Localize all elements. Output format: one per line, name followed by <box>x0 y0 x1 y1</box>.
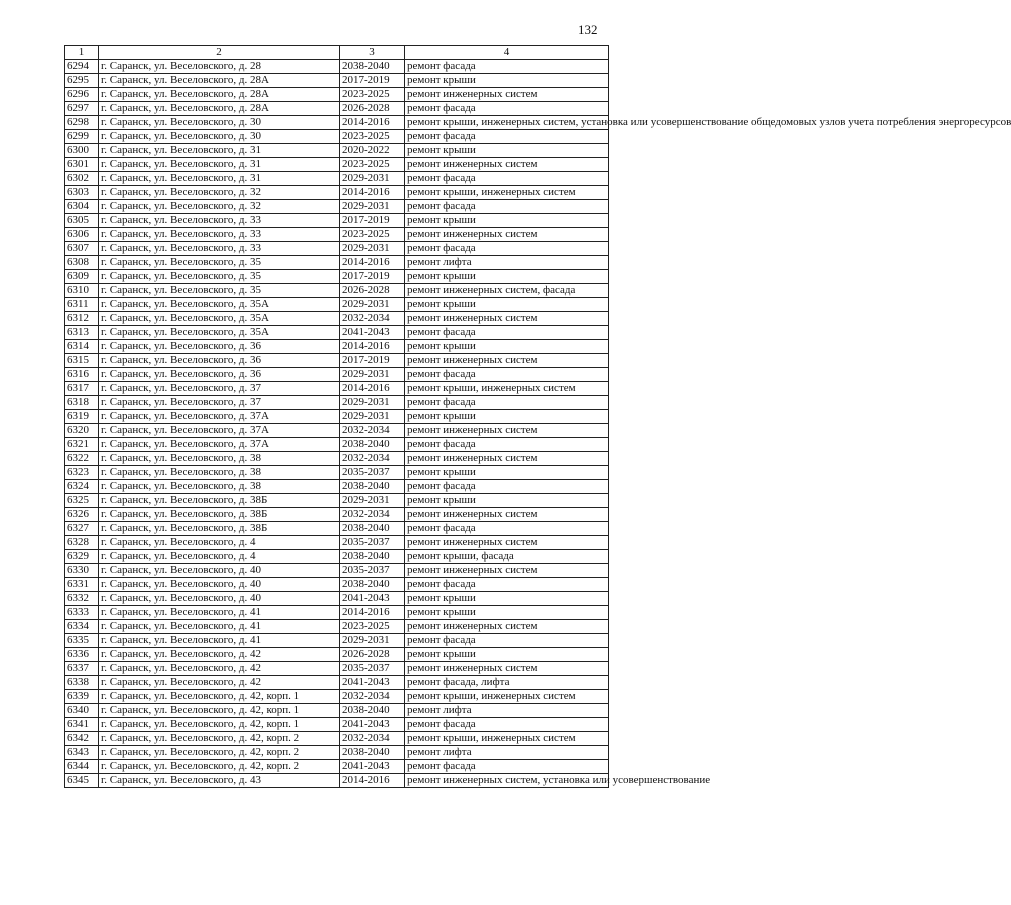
period-cell: 2035-2037 <box>340 564 405 578</box>
row-number-cell: 6309 <box>65 270 99 284</box>
address-cell: г. Саранск, ул. Веселовского, д. 33 <box>99 228 340 242</box>
work-type-cell: ремонт инженерных систем <box>405 536 609 550</box>
address-cell: г. Саранск, ул. Веселовского, д. 40 <box>99 564 340 578</box>
period-cell: 2032-2034 <box>340 690 405 704</box>
table-row <box>65 592 609 606</box>
row-number-cell: 6336 <box>65 648 99 662</box>
work-type-cell: ремонт крыши, инженерных систем <box>405 186 609 200</box>
row-number-cell: 6294 <box>65 60 99 74</box>
period-cell: 2029-2031 <box>340 242 405 256</box>
row-number-cell: 6344 <box>65 760 99 774</box>
period-cell: 2026-2028 <box>340 102 405 116</box>
table-row <box>65 60 609 74</box>
address-cell: г. Саранск, ул. Веселовского, д. 41 <box>99 606 340 620</box>
row-number-cell: 6337 <box>65 662 99 676</box>
period-cell: 2032-2034 <box>340 452 405 466</box>
address-cell: г. Саранск, ул. Веселовского, д. 38 <box>99 480 340 494</box>
table-row <box>65 158 609 172</box>
row-number-cell: 6314 <box>65 340 99 354</box>
row-number-cell: 6318 <box>65 396 99 410</box>
period-cell: 2014-2016 <box>340 382 405 396</box>
period-cell: 2032-2034 <box>340 424 405 438</box>
table-row <box>65 396 609 410</box>
work-type-cell: ремонт фасада <box>405 760 609 774</box>
table-row <box>65 200 609 214</box>
period-cell: 2041-2043 <box>340 676 405 690</box>
header-row <box>65 46 609 60</box>
row-number-cell: 6319 <box>65 410 99 424</box>
address-cell: г. Саранск, ул. Веселовского, д. 35А <box>99 298 340 312</box>
row-number-cell: 6315 <box>65 354 99 368</box>
period-cell: 2038-2040 <box>340 704 405 718</box>
address-cell: г. Саранск, ул. Веселовского, д. 33 <box>99 214 340 228</box>
row-number-cell: 6317 <box>65 382 99 396</box>
row-number-cell: 6295 <box>65 74 99 88</box>
work-type-cell: ремонт крыши <box>405 494 609 508</box>
work-type-cell: ремонт фасада <box>405 634 609 648</box>
period-cell: 2029-2031 <box>340 172 405 186</box>
work-type-cell: ремонт крыши <box>405 410 609 424</box>
row-number-cell: 6298 <box>65 116 99 130</box>
table-row <box>65 242 609 256</box>
header-col-1: 1 <box>65 46 99 60</box>
address-cell: г. Саранск, ул. Веселовского, д. 42, корп. 2 <box>99 760 340 774</box>
table-row <box>65 550 609 564</box>
work-type-cell: ремонт крыши <box>405 74 609 88</box>
period-cell: 2023-2025 <box>340 158 405 172</box>
period-cell: 2029-2031 <box>340 368 405 382</box>
address-cell: г. Саранск, ул. Веселовского, д. 37А <box>99 410 340 424</box>
row-number-cell: 6327 <box>65 522 99 536</box>
address-cell: г. Саранск, ул. Веселовского, д. 37А <box>99 438 340 452</box>
work-type-cell: ремонт фасада <box>405 172 609 186</box>
row-number-cell: 6341 <box>65 718 99 732</box>
work-type-cell: ремонт инженерных систем <box>405 662 609 676</box>
period-cell: 2014-2016 <box>340 186 405 200</box>
row-number-cell: 6345 <box>65 774 99 788</box>
row-number-cell: 6323 <box>65 466 99 480</box>
work-type-cell: ремонт фасада <box>405 438 609 452</box>
address-cell: г. Саранск, ул. Веселовского, д. 42 <box>99 676 340 690</box>
work-type-cell: ремонт крыши <box>405 340 609 354</box>
address-cell: г. Саранск, ул. Веселовского, д. 43 <box>99 774 340 788</box>
address-cell: г. Саранск, ул. Веселовского, д. 31 <box>99 158 340 172</box>
table-row <box>65 326 609 340</box>
period-cell: 2029-2031 <box>340 634 405 648</box>
period-cell: 2023-2025 <box>340 620 405 634</box>
period-cell: 2035-2037 <box>340 662 405 676</box>
address-cell: г. Саранск, ул. Веселовского, д. 42 <box>99 662 340 676</box>
table-row <box>65 88 609 102</box>
address-cell: г. Саранск, ул. Веселовского, д. 40 <box>99 578 340 592</box>
period-cell: 2023-2025 <box>340 88 405 102</box>
period-cell: 2014-2016 <box>340 340 405 354</box>
address-cell: г. Саранск, ул. Веселовского, д. 42, корп. 2 <box>99 732 340 746</box>
period-cell: 2032-2034 <box>340 312 405 326</box>
row-number-cell: 6302 <box>65 172 99 186</box>
period-cell: 2035-2037 <box>340 466 405 480</box>
work-type-cell: ремонт фасада <box>405 522 609 536</box>
table-row <box>65 298 609 312</box>
address-cell: г. Саранск, ул. Веселовского, д. 42, корп. 1 <box>99 690 340 704</box>
period-cell: 2017-2019 <box>340 74 405 88</box>
table-row <box>65 620 609 634</box>
period-cell: 2029-2031 <box>340 298 405 312</box>
address-cell: г. Саранск, ул. Веселовского, д. 31 <box>99 172 340 186</box>
row-number-cell: 6325 <box>65 494 99 508</box>
period-cell: 2029-2031 <box>340 200 405 214</box>
period-cell: 2041-2043 <box>340 718 405 732</box>
address-cell: г. Саранск, ул. Веселовского, д. 41 <box>99 634 340 648</box>
table-row <box>65 494 609 508</box>
work-type-cell: ремонт инженерных систем, установка или усовершенствование <box>405 774 609 788</box>
work-type-cell: ремонт крыши, инженерных систем, установка или усовершенствование общедомовых узлов учета потребления энергоресурсов <box>405 116 609 130</box>
table-row <box>65 144 609 158</box>
period-cell: 2023-2025 <box>340 228 405 242</box>
table-row <box>65 536 609 550</box>
period-cell: 2035-2037 <box>340 536 405 550</box>
row-number-cell: 6307 <box>65 242 99 256</box>
row-number-cell: 6338 <box>65 676 99 690</box>
period-cell: 2017-2019 <box>340 270 405 284</box>
row-number-cell: 6330 <box>65 564 99 578</box>
table-row <box>65 270 609 284</box>
period-cell: 2041-2043 <box>340 326 405 340</box>
table-row <box>65 312 609 326</box>
address-cell: г. Саранск, ул. Веселовского, д. 41 <box>99 620 340 634</box>
row-number-cell: 6320 <box>65 424 99 438</box>
work-type-cell: ремонт инженерных систем <box>405 312 609 326</box>
row-number-cell: 6305 <box>65 214 99 228</box>
period-cell: 2038-2040 <box>340 60 405 74</box>
table-row <box>65 508 609 522</box>
table-row <box>65 74 609 88</box>
work-type-cell: ремонт крыши <box>405 214 609 228</box>
work-type-cell: ремонт фасада <box>405 242 609 256</box>
table-row <box>65 732 609 746</box>
work-type-cell: ремонт инженерных систем <box>405 228 609 242</box>
table-row <box>65 634 609 648</box>
period-cell: 2014-2016 <box>340 116 405 130</box>
table-row <box>65 578 609 592</box>
address-cell: г. Саранск, ул. Веселовского, д. 37 <box>99 382 340 396</box>
period-cell: 2038-2040 <box>340 550 405 564</box>
address-cell: г. Саранск, ул. Веселовского, д. 33 <box>99 242 340 256</box>
work-type-cell: ремонт крыши <box>405 144 609 158</box>
table-row <box>65 606 609 620</box>
address-cell: г. Саранск, ул. Веселовского, д. 42, корп. 1 <box>99 718 340 732</box>
table-row <box>65 438 609 452</box>
row-number-cell: 6306 <box>65 228 99 242</box>
period-cell: 2017-2019 <box>340 214 405 228</box>
work-type-cell: ремонт крыши, инженерных систем <box>405 690 609 704</box>
period-cell: 2038-2040 <box>340 578 405 592</box>
period-cell: 2023-2025 <box>340 130 405 144</box>
work-type-cell: ремонт инженерных систем <box>405 620 609 634</box>
row-number-cell: 6326 <box>65 508 99 522</box>
address-cell: г. Саранск, ул. Веселовского, д. 31 <box>99 144 340 158</box>
work-type-cell: ремонт фасада <box>405 200 609 214</box>
table-row <box>65 648 609 662</box>
work-type-cell: ремонт лифта <box>405 746 609 760</box>
row-number-cell: 6299 <box>65 130 99 144</box>
table-row <box>65 186 609 200</box>
work-type-cell: ремонт крыши <box>405 270 609 284</box>
table-row <box>65 718 609 732</box>
table-row <box>65 116 609 130</box>
row-number-cell: 6324 <box>65 480 99 494</box>
work-type-cell: ремонт инженерных систем <box>405 424 609 438</box>
table-row <box>65 760 609 774</box>
table-row <box>65 172 609 186</box>
header-col-3: 3 <box>340 46 405 60</box>
work-type-cell: ремонт инженерных систем <box>405 508 609 522</box>
address-cell: г. Саранск, ул. Веселовского, д. 35 <box>99 270 340 284</box>
address-cell: г. Саранск, ул. Веселовского, д. 36 <box>99 354 340 368</box>
work-type-cell: ремонт инженерных систем <box>405 88 609 102</box>
table-body <box>65 60 1011 788</box>
row-number-cell: 6308 <box>65 256 99 270</box>
address-cell: г. Саранск, ул. Веселовского, д. 38 <box>99 466 340 480</box>
address-cell: г. Саранск, ул. Веселовского, д. 37 <box>99 396 340 410</box>
table-row <box>65 522 609 536</box>
row-number-cell: 6322 <box>65 452 99 466</box>
work-type-cell: ремонт крыши, фасада <box>405 550 609 564</box>
table-row <box>65 102 609 116</box>
period-cell: 2038-2040 <box>340 438 405 452</box>
work-type-cell: ремонт крыши <box>405 298 609 312</box>
table-row <box>65 368 609 382</box>
work-type-cell: ремонт крыши, инженерных систем <box>405 732 609 746</box>
address-cell: г. Саранск, ул. Веселовского, д. 40 <box>99 592 340 606</box>
address-cell: г. Саранск, ул. Веселовского, д. 32 <box>99 186 340 200</box>
address-cell: г. Саранск, ул. Веселовского, д. 32 <box>99 200 340 214</box>
work-type-cell: ремонт инженерных систем <box>405 564 609 578</box>
table-row <box>65 676 609 690</box>
work-type-cell: ремонт фасада <box>405 718 609 732</box>
row-number-cell: 6311 <box>65 298 99 312</box>
address-cell: г. Саранск, ул. Веселовского, д. 4 <box>99 550 340 564</box>
period-cell: 2026-2028 <box>340 284 405 298</box>
address-cell: г. Саранск, ул. Веселовского, д. 36 <box>99 340 340 354</box>
page-number: 132 <box>578 22 598 37</box>
table-row <box>65 284 609 298</box>
work-type-cell: ремонт инженерных систем <box>405 158 609 172</box>
row-number-cell: 6313 <box>65 326 99 340</box>
row-number-cell: 6310 <box>65 284 99 298</box>
address-cell: г. Саранск, ул. Веселовского, д. 35А <box>99 312 340 326</box>
work-type-cell: ремонт крыши <box>405 648 609 662</box>
row-number-cell: 6301 <box>65 158 99 172</box>
address-cell: г. Саранск, ул. Веселовского, д. 38Б <box>99 508 340 522</box>
table-row <box>65 774 609 788</box>
work-type-cell: ремонт фасада <box>405 396 609 410</box>
work-type-cell: ремонт фасада <box>405 368 609 382</box>
work-type-cell: ремонт фасада <box>405 60 609 74</box>
work-type-cell: ремонт крыши <box>405 606 609 620</box>
row-number-cell: 6333 <box>65 606 99 620</box>
table-row <box>65 690 609 704</box>
row-number-cell: 6304 <box>65 200 99 214</box>
table-row <box>65 228 609 242</box>
table-row <box>65 382 609 396</box>
table-row <box>65 452 609 466</box>
row-number-cell: 6343 <box>65 746 99 760</box>
period-cell: 2029-2031 <box>340 494 405 508</box>
row-number-cell: 6328 <box>65 536 99 550</box>
work-type-cell: ремонт фасада <box>405 102 609 116</box>
row-number-cell: 6312 <box>65 312 99 326</box>
table-row <box>65 704 609 718</box>
work-type-cell: ремонт лифта <box>405 704 609 718</box>
period-cell: 2032-2034 <box>340 508 405 522</box>
table-row <box>65 466 609 480</box>
work-type-cell: ремонт лифта <box>405 256 609 270</box>
table-row <box>65 340 609 354</box>
work-type-cell: ремонт фасада <box>405 130 609 144</box>
period-cell: 2029-2031 <box>340 410 405 424</box>
address-cell: г. Саранск, ул. Веселовского, д. 28 <box>99 60 340 74</box>
address-cell: г. Саранск, ул. Веселовского, д. 37А <box>99 424 340 438</box>
header-col-2: 2 <box>99 46 340 60</box>
row-number-cell: 6329 <box>65 550 99 564</box>
table-row <box>65 564 609 578</box>
period-cell: 2014-2016 <box>340 774 405 788</box>
work-type-cell: ремонт фасада, лифта <box>405 676 609 690</box>
period-cell: 2032-2034 <box>340 732 405 746</box>
work-type-cell: ремонт инженерных систем <box>405 354 609 368</box>
row-number-cell: 6331 <box>65 578 99 592</box>
address-cell: г. Саранск, ул. Веселовского, д. 35 <box>99 284 340 298</box>
address-cell: г. Саранск, ул. Веселовского, д. 42 <box>99 648 340 662</box>
address-cell: г. Саранск, ул. Веселовского, д. 30 <box>99 116 340 130</box>
table-header <box>65 46 609 60</box>
address-cell: г. Саранск, ул. Веселовского, д. 28А <box>99 88 340 102</box>
table-row <box>65 214 609 228</box>
table-row <box>65 746 609 760</box>
work-type-cell: ремонт крыши <box>405 466 609 480</box>
address-cell: г. Саранск, ул. Веселовского, д. 28А <box>99 74 340 88</box>
work-type-cell: ремонт инженерных систем <box>405 452 609 466</box>
period-cell: 2041-2043 <box>340 592 405 606</box>
period-cell: 2014-2016 <box>340 256 405 270</box>
row-number-cell: 6321 <box>65 438 99 452</box>
work-type-cell: ремонт крыши, инженерных систем <box>405 382 609 396</box>
address-cell: г. Саранск, ул. Веселовского, д. 30 <box>99 130 340 144</box>
address-cell: г. Саранск, ул. Веселовского, д. 35 <box>99 256 340 270</box>
address-cell: г. Саранск, ул. Веселовского, д. 38 <box>99 452 340 466</box>
address-cell: г. Саранск, ул. Веселовского, д. 38Б <box>99 494 340 508</box>
period-cell: 2026-2028 <box>340 648 405 662</box>
row-number-cell: 6296 <box>65 88 99 102</box>
table-row <box>65 662 609 676</box>
work-type-cell: ремонт фасада <box>405 326 609 340</box>
row-number-cell: 6334 <box>65 620 99 634</box>
repair-schedule-table <box>64 45 1011 788</box>
table-row <box>65 480 609 494</box>
period-cell: 2017-2019 <box>340 354 405 368</box>
row-number-cell: 6316 <box>65 368 99 382</box>
work-type-cell: ремонт крыши <box>405 592 609 606</box>
period-cell: 2038-2040 <box>340 746 405 760</box>
period-cell: 2020-2022 <box>340 144 405 158</box>
row-number-cell: 6342 <box>65 732 99 746</box>
work-type-cell: ремонт фасада <box>405 480 609 494</box>
row-number-cell: 6297 <box>65 102 99 116</box>
address-cell: г. Саранск, ул. Веселовского, д. 42, корп. 2 <box>99 746 340 760</box>
table-row <box>65 256 609 270</box>
period-cell: 2014-2016 <box>340 606 405 620</box>
work-type-cell: ремонт инженерных систем, фасада <box>405 284 609 298</box>
address-cell: г. Саранск, ул. Веселовского, д. 4 <box>99 536 340 550</box>
table-row <box>65 130 609 144</box>
row-number-cell: 6339 <box>65 690 99 704</box>
row-number-cell: 6340 <box>65 704 99 718</box>
period-cell: 2038-2040 <box>340 480 405 494</box>
address-cell: г. Саранск, ул. Веселовского, д. 42, корп. 1 <box>99 704 340 718</box>
row-number-cell: 6300 <box>65 144 99 158</box>
work-type-cell: ремонт фасада <box>405 578 609 592</box>
address-cell: г. Саранск, ул. Веселовского, д. 38Б <box>99 522 340 536</box>
row-number-cell: 6335 <box>65 634 99 648</box>
row-number-cell: 6303 <box>65 186 99 200</box>
address-cell: г. Саранск, ул. Веселовского, д. 36 <box>99 368 340 382</box>
header-col-4: 4 <box>405 46 609 60</box>
row-number-cell: 6332 <box>65 592 99 606</box>
address-cell: г. Саранск, ул. Веселовского, д. 28А <box>99 102 340 116</box>
table-row <box>65 354 609 368</box>
period-cell: 2041-2043 <box>340 760 405 774</box>
address-cell: г. Саранск, ул. Веселовского, д. 35А <box>99 326 340 340</box>
table-row <box>65 424 609 438</box>
table-row <box>65 410 609 424</box>
period-cell: 2029-2031 <box>340 396 405 410</box>
period-cell: 2038-2040 <box>340 522 405 536</box>
